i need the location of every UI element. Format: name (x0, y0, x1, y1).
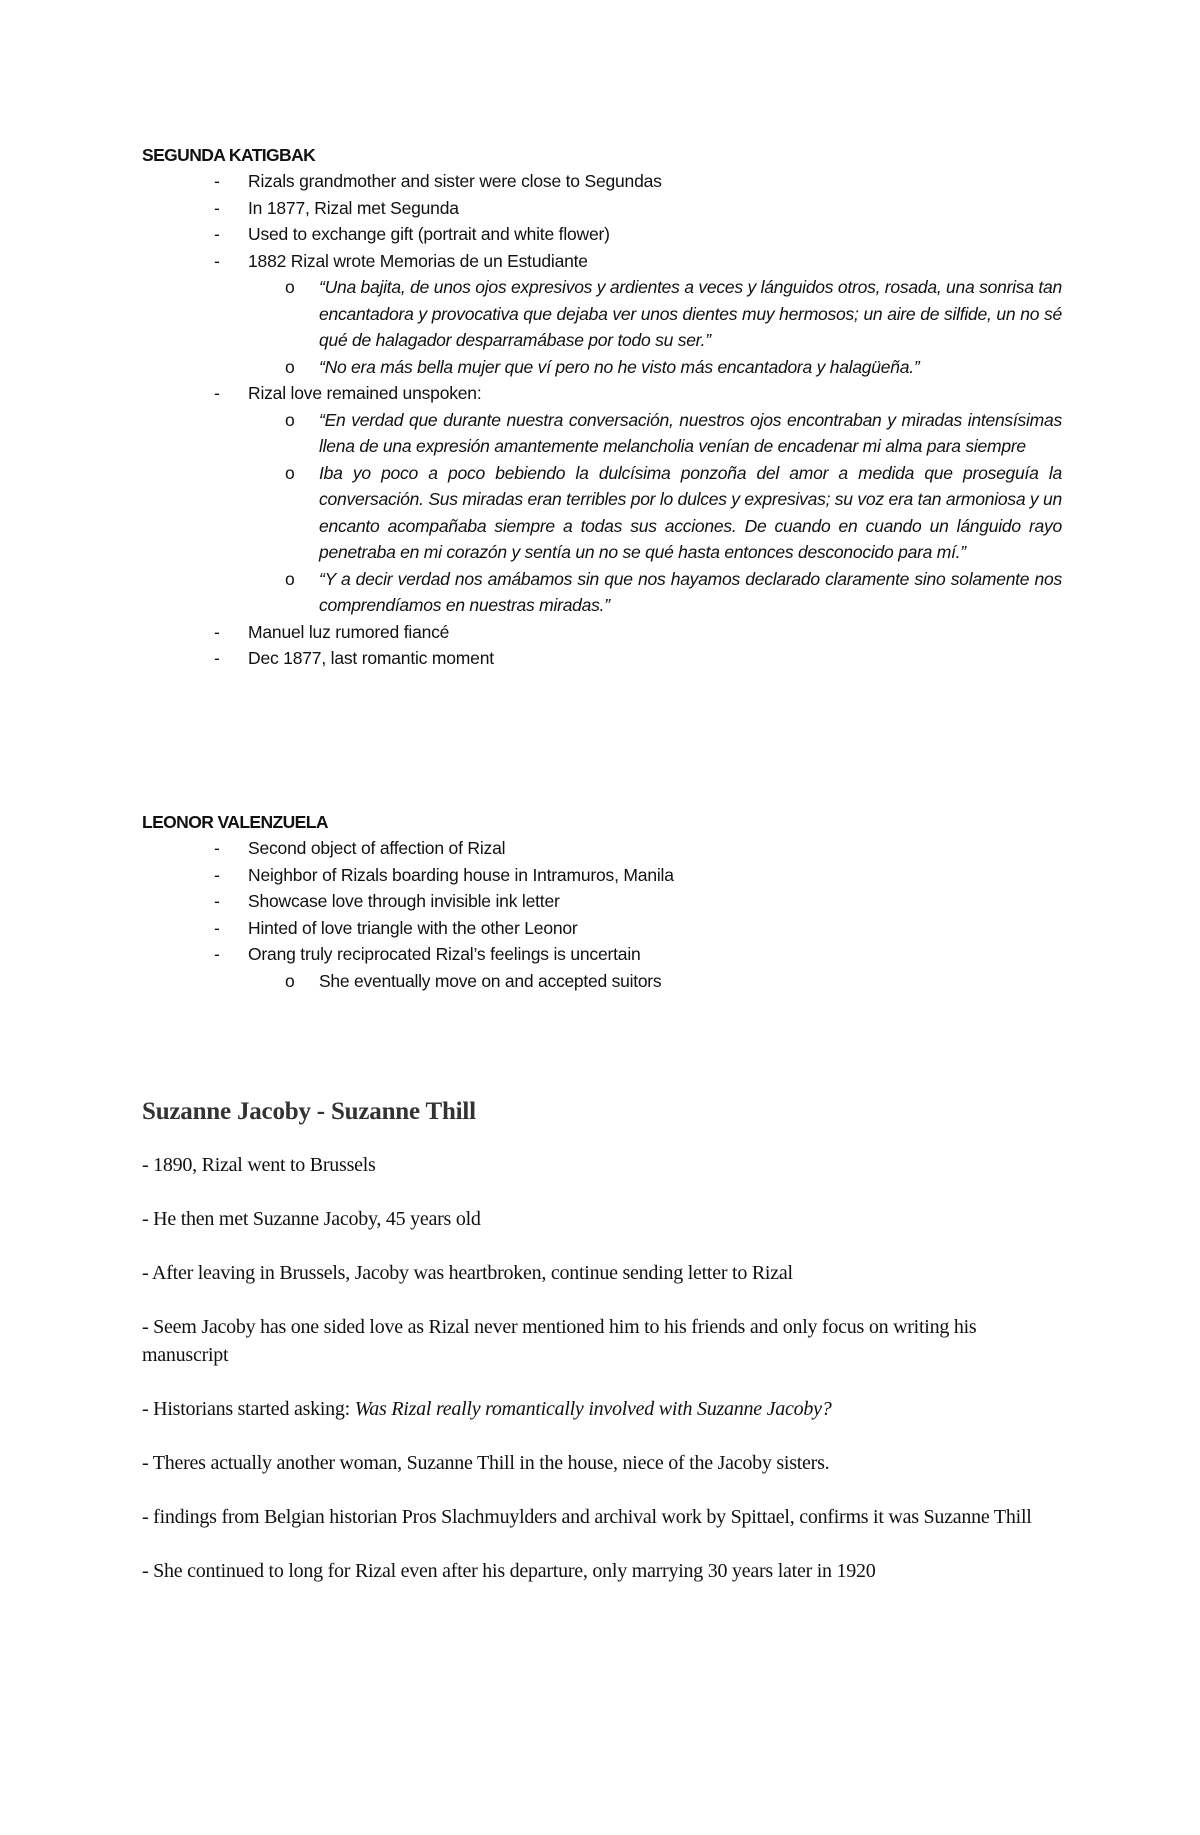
list-item: - Manuel luz rumored fiancé (142, 619, 1082, 646)
section-suzanne (142, 1097, 1062, 1611)
sub-list-item: o She eventually move on and accepted suitors (142, 968, 1082, 995)
list-item: - Hinted of love triangle with the other Leonor (142, 915, 1082, 942)
section-segunda-katigbak (142, 142, 1082, 672)
paragraph: - Seem Jacoby has one sided love as Rizal never mentioned him to his friends and only focus on writing his manuscript (142, 1316, 977, 1366)
paragraph: - Theres actually another woman, Suzanne Thill in the house, niece of the Jacoby sisters. (142, 1452, 830, 1474)
paragraph-text: - Historians started asking: (142, 1398, 355, 1420)
quote-item: o “En verdad que durante nuestra conversación, nuestros ojos encontraban y miradas intensísimas llena de una expresión amantemente melancholia venían de encadenar mi alma para siempre (142, 407, 1082, 460)
section-heading: SEGUNDA KATIGBAK (142, 145, 316, 165)
list-item: - In 1877, Rizal met Segunda (142, 195, 1082, 222)
list-item: - Used to exchange gift (portrait and white flower) (142, 221, 1082, 248)
quote-item: o “Una bajita, de unos ojos expresivos y ardientes a veces y lánguidos otros, rosada, una sonrisa tan encantadora y provocativa que dejaba ver unos dientes muy hermosos; un aire de silfide, un no sé qué de halagador desparramábase por todo su ser.” (142, 274, 1082, 354)
list-item: - Neighbor of Rizals boarding house in Intramuros, Manila (142, 862, 1082, 889)
paragraph: - 1890, Rizal went to Brussels (142, 1154, 376, 1176)
paragraph: - findings from Belgian historian Pros Slachmuylders and archival work by Spittael, confirms it was Suzanne Thill (142, 1506, 1032, 1528)
list-item: - Rizals grandmother and sister were close to Segundas (142, 168, 1082, 195)
paragraph: - After leaving in Brussels, Jacoby was heartbroken, continue sending letter to Rizal (142, 1262, 793, 1284)
quote-item: o “Y a decir verdad nos amábamos sin que nos hayamos declarado claramente sino solamente nos comprendíamos en nuestras miradas.” (142, 566, 1082, 619)
list-item: - Rizal love remained unspoken: (142, 380, 1082, 407)
paragraph (142, 1395, 1062, 1423)
paragraph: - He then met Suzanne Jacoby, 45 years old (142, 1208, 481, 1230)
section-heading: LEONOR VALENZUELA (142, 812, 328, 832)
section-title: Suzanne Jacoby - Suzanne Thill (142, 1098, 476, 1125)
list-item: - Second object of affection of Rizal (142, 835, 1082, 862)
italic-question: Was Rizal really romantically involved with Suzanne Jacoby? (354, 1398, 832, 1420)
section-leonor-valenzuela (142, 809, 1082, 994)
list-item: - 1882 Rizal wrote Memorias de un Estudiante (142, 248, 1082, 275)
list-item: - Orang truly reciprocated Rizal’s feelings is uncertain (142, 941, 1082, 968)
list-item: - Dec 1877, last romantic moment (142, 645, 1082, 672)
quote-item: o Iba yo poco a poco bebiendo la dulcísima ponzoña del amor a medida que proseguía la conversación. Sus miradas eran terribles por lo dulces y expresivas; su voz era tan armoniosa y un encanto acompañaba siempre a todas sus acciones. De cuando en cuando un lánguido rayo penetraba en mi corazón y sentía un no se qué hasta entonces desconocido para mí.” (142, 460, 1082, 566)
quote-item: o “No era más bella mujer que ví pero no he visto más encantadora y halagüeña.” (142, 354, 1082, 381)
paragraph: - She continued to long for Rizal even after his departure, only marrying 30 years later in 1920 (142, 1560, 876, 1582)
list-item: - Showcase love through invisible ink letter (142, 888, 1082, 915)
